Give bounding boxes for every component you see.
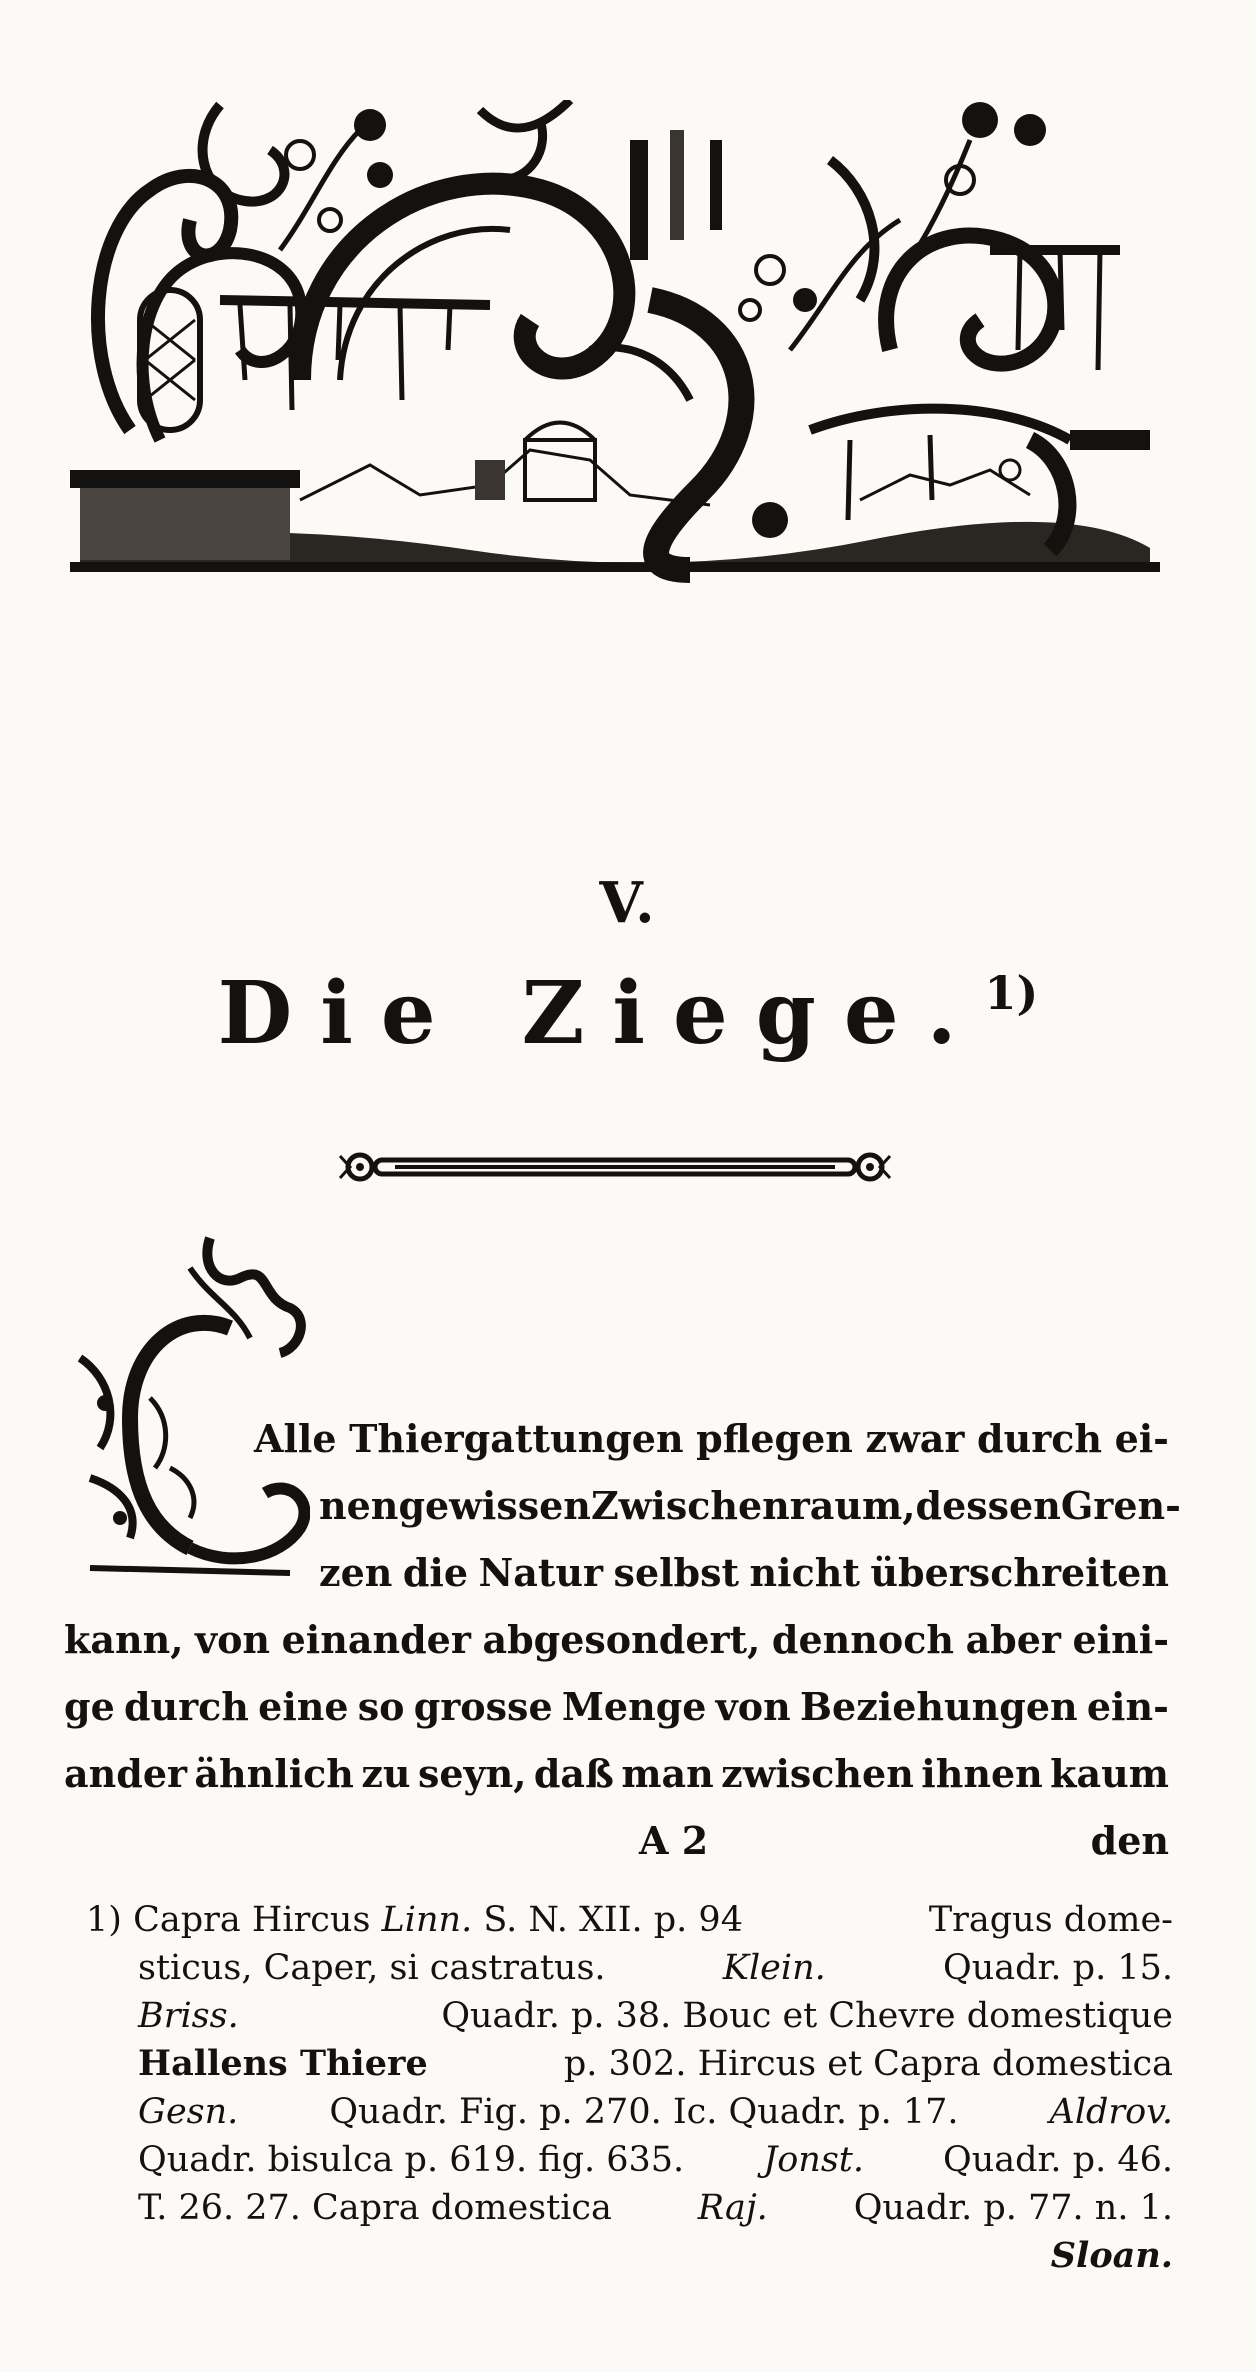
footnote-line-8: Sloan. [1050,2235,1173,2276]
footnote-line-3: Briss. Quadr. p. 38. Bouc et Chevre domestique [138,1996,1173,2036]
word: aber [965,1617,1061,1662]
footnote-line-5: Gesn. Quadr. Fig. p. 270. Ic. Quadr. p. 17. Aldrov. [138,2092,1173,2132]
word: Natur [478,1550,604,1595]
word: eine [258,1684,349,1729]
word: nicht [749,1550,860,1595]
word: grosse [413,1684,553,1729]
word: gewissen [398,1483,591,1528]
word: Beziehungen [799,1684,1078,1729]
chapter-title-footnote-ref: 1) [984,966,1039,1020]
headpiece-ornament [70,100,1160,590]
word: die [402,1550,469,1595]
body-line-4 [64,1606,1169,1673]
footnote [86,1896,1173,2280]
word: abgesondert, [482,1617,761,1662]
footnote-line-2: sticus, Caper, si castratus. Klein. Quadr. p. 15. [138,1948,1173,1988]
word: Thiergattungen [349,1416,684,1461]
word: Menge [561,1684,707,1729]
body-line-3 [64,1539,1169,1606]
catchword: den [1090,1818,1169,1863]
ornamental-rule [335,1138,895,1198]
body-text [64,1405,1181,1874]
footnote-line-7: T. 26. 27. Capra domestica Raj. Quadr. p. 77. n. 1. [138,2188,1173,2228]
word: ihnen [921,1751,1043,1796]
footnote-marker: 1) [86,1900,122,1940]
word: zwar [865,1416,965,1461]
body-line-1 [64,1405,1169,1472]
word: pflegen [696,1416,853,1461]
word: ge [64,1684,115,1729]
word: Gren- [1060,1483,1181,1528]
footnote-line-6: Quadr. bisulca p. 619. fig. 635. Jonst. Quadr. p. 46. [138,2140,1173,2180]
word: nen [319,1483,399,1528]
word: durch [123,1684,249,1729]
footnote-line-1: 1) Capra Hircus Linn. S. N. XII. p. 94 Tragus dome- [86,1900,1173,1940]
body-line-5 [64,1673,1169,1740]
word: von [715,1684,791,1729]
word: zu [361,1751,411,1796]
word: selbst [613,1550,740,1595]
word: kann, [64,1617,184,1662]
footnote-line-4: Hallens Thiere p. 302. Hircus et Capra domestica [138,2043,1173,2084]
word: Zwischenraum, [590,1483,916,1528]
word: dessen [915,1483,1061,1528]
body-line-2 [64,1472,1181,1539]
word: überschreiten [870,1550,1169,1595]
word: ein- [1086,1684,1169,1729]
signature-mark: A 2 [639,1818,709,1863]
word: durch [977,1416,1102,1461]
chapter-title-text: Die Ziege. [217,963,985,1064]
word: zen [319,1550,393,1595]
word: daß [533,1751,614,1796]
word: seyn, [417,1751,527,1796]
word: einander [281,1617,471,1662]
word: man [621,1751,714,1796]
word: zwischen [721,1751,914,1796]
word: kaum [1050,1751,1169,1796]
chapter-title [0,963,1256,1064]
word: so [357,1684,405,1729]
word: ander [64,1751,188,1796]
word: ähnlich [194,1751,354,1796]
word: eini- [1072,1617,1169,1662]
word: von [195,1617,271,1662]
body-line-6 [64,1740,1169,1807]
signature-line [64,1807,1169,1874]
word: dennoch [771,1617,954,1662]
word: Alle [254,1416,337,1461]
word: ei- [1114,1416,1169,1461]
chapter-number: V. [599,870,657,936]
